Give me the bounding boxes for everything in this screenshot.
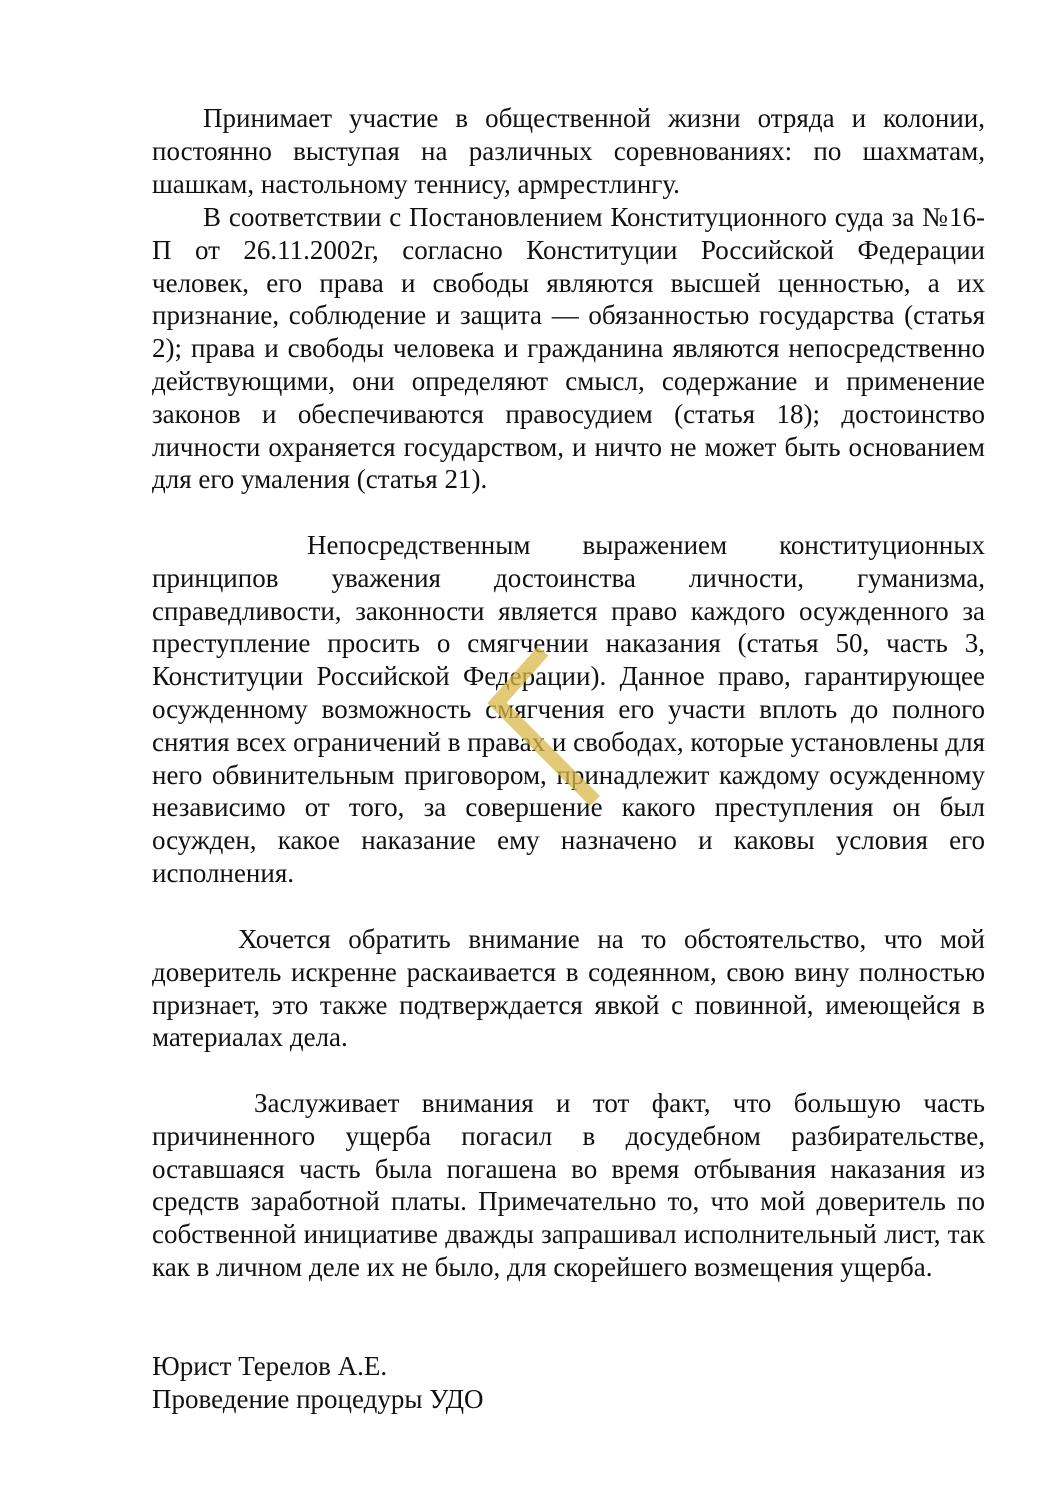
paragraph-activities: Принимает участие в общественной жизни отряда и колонии, постоянно выступая на различных соревнованиях: по шахматам, шашкам, настольному теннису, армрестлингу. (152, 103, 985, 199)
paragraph-right-to-clemency: Непосредственным выражением конституционных принципов уважения достоинства личности, гуманизма, справедливости, законности является право каждого осужденного за преступление просить о смягчении наказания (статья 50, часть 3, Конституции Российской Федерации). Данное право, гарантирующее осужденному возможность смягчения его участи вплоть до полного снятия всех ограничений в правах и свободах, которые установлены для него обвинительным приговором, принадлежит каждому осужденному независимо от того, за совершение какого преступления он был осужден, какое наказание ему назначено и каковы условия его исполнения. (152, 530, 985, 888)
paragraph-damages-repaid: Заслуживает внимания и тот факт, что большую часть причиненного ущерба погасил в досудебном разбирательстве, оставшаяся часть была погашена во время отбывания наказания из средств заработной платы. Примечательно то, что мой доверитель по собственной инициативе дважды запрашивал исполнительный лист, так как в личном деле их не было, для скорейшего возмещения ущерба. (152, 1088, 985, 1282)
signature-name: Юрист Терелов А.Е. (152, 1351, 388, 1381)
paragraph-constitutional-court: В соответствии с Постановлением Конституционного суда за №16-П от 26.11.2002г, согласно Конституции Российской Федерации человек, его права и свободы являются высшей ценностью, а их признание, соблюдение и защита — обязанностью государства (статья 2); права и свободы человека и гражданина являются непосредственно действующими, они определяют смысл, содержание и применение законов и обеспечиваются правосудием (статья 18); достоинство личности охраняется государством, и ничто не может быть основанием для его умаления (статья 21). (152, 202, 985, 495)
signature-service: Проведение процедуры УДО (152, 1384, 484, 1414)
paragraph-repentance: Хочется обратить внимание на то обстоятельство, что мой доверитель искренне раскаивается в содеянном, свою вину полностью признает, это также подтверждается явкой с повинной, имеющейся в материалах дела. (152, 924, 985, 1053)
